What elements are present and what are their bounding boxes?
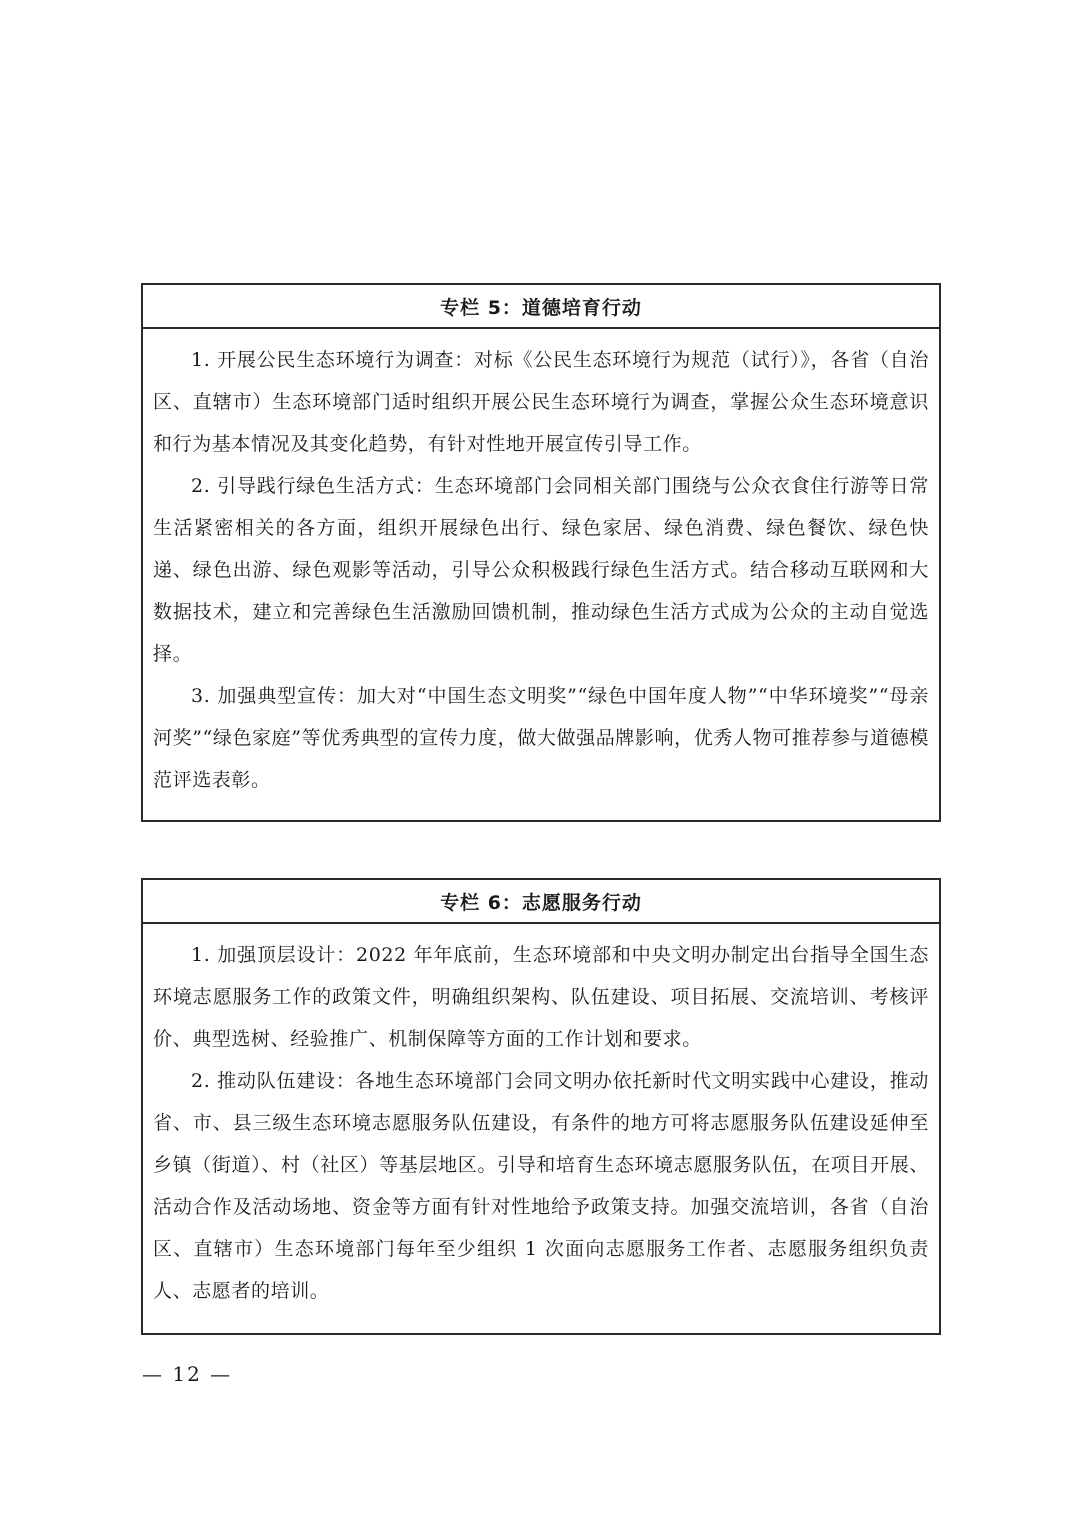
column-body bbox=[143, 924, 939, 1322]
paragraph: 1. 开展公民生态环境行为调查：对标《公民生态环境行为规范（试行）》，各省（自治区、直辖市）生态环境部门适时组织开展公民生态环境行为调查，掌握公众生态环境意识和行为基本情况及其变化趋势，有针对性地开展宣传引导工作。 bbox=[153, 349, 929, 455]
paragraph: 2. 引导践行绿色生活方式：生态环境部门会同相关部门围绕与公众衣食住行游等日常生活紧密相关的各方面，组织开展绿色出行、绿色家居、绿色消费、绿色餐饮、绿色快递、绿色出游、绿色观影等活动，引导公众积极践行绿色生活方式。结合移动互联网和大数据技术，建立和完善绿色生活激励回馈机制，推动绿色生活方式成为公众的主动自觉选择。 bbox=[153, 475, 929, 665]
column-box-6 bbox=[141, 878, 941, 1335]
page-number: — 12 — bbox=[142, 1362, 233, 1386]
paragraph: 2. 推动队伍建设：各地生态环境部门会同文明办依托新时代文明实践中心建设，推动省、市、县三级生态环境志愿服务队伍建设，有条件的地方可将志愿服务队伍建设延伸至乡镇（街道）、村（社区）等基层地区。引导和培育生态环境志愿服务队伍，在项目开展、活动合作及活动场地、资金等方面有针对性地给予政策支持。加强交流培训，各省（自治区、直辖市）生态环境部门每年至少组织 1 次面向志愿服务工作者、志愿服务组织负责人、志愿者的培训。 bbox=[153, 1070, 929, 1302]
column-box-5 bbox=[141, 283, 941, 822]
column-body bbox=[143, 329, 939, 811]
column-title: 专栏 6：志愿服务行动 bbox=[143, 880, 939, 924]
paragraph: 1. 加强顶层设计：2022 年年底前，生态环境部和中央文明办制定出台指导全国生态环境志愿服务工作的政策文件，明确组织架构、队伍建设、项目拓展、交流培训、考核评价、典型选树、经验推广、机制保障等方面的工作计划和要求。 bbox=[153, 944, 929, 1050]
column-title: 专栏 5：道德培育行动 bbox=[143, 285, 939, 329]
paragraph: 3. 加强典型宣传：加大对“中国生态文明奖”“绿色中国年度人物”“中华环境奖”“母亲河奖”“绿色家庭”等优秀典型的宣传力度，做大做强品牌影响，优秀人物可推荐参与道德模范评选表彰。 bbox=[153, 685, 929, 791]
